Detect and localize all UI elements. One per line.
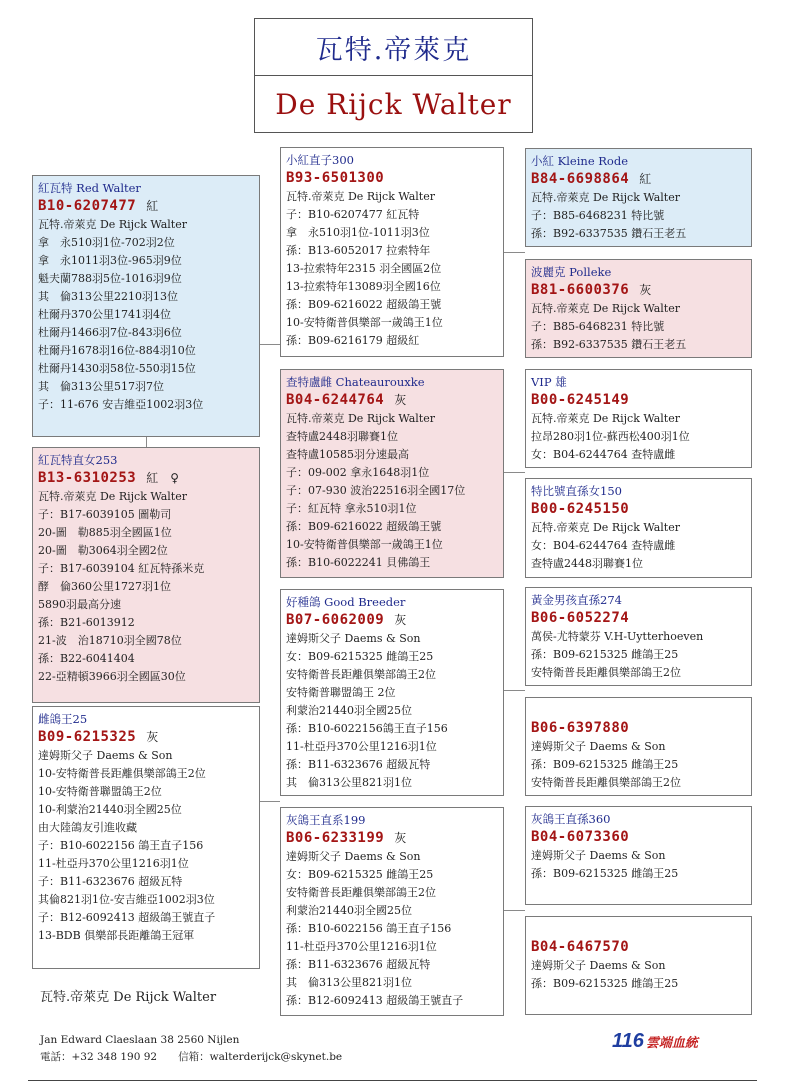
ring-number-row bbox=[38, 728, 255, 747]
achievement-line: 萬侯-尤特蒙芬 V.H-Uytterhoeven bbox=[531, 630, 704, 643]
plumage-color: 灰 bbox=[394, 613, 407, 627]
achievement-line: 11-杜亞丹370公里1216羽1位 bbox=[286, 940, 437, 953]
achievement-line: 孫：B92-6337535 鑽石王老五 bbox=[531, 227, 687, 240]
achievement-line: 查特盧2448羽聯賽1位 bbox=[531, 557, 643, 570]
ring-number-row bbox=[286, 611, 499, 630]
bird-name: 灰鴿王直系199 bbox=[286, 813, 366, 827]
ring-number: B06-6233199 bbox=[286, 830, 385, 846]
achievement-line: 杜爾丹370公里1741羽4位 bbox=[38, 308, 171, 321]
ring-number-row bbox=[531, 938, 747, 957]
logo-text: 雲端血統 bbox=[645, 1036, 698, 1051]
achievement-line: 子：B17-6039105 圖勒司 bbox=[38, 508, 172, 521]
achievement-line: 子：09-002 拿永1648羽1位 bbox=[286, 466, 430, 479]
achievement-line: 10-利蒙治21440羽全國25位 bbox=[38, 803, 182, 816]
pedigree-card-ddd bbox=[525, 916, 752, 1015]
ring-number-row bbox=[286, 829, 499, 848]
connector-line bbox=[260, 344, 280, 345]
achievement-line: 安特衛普聯盟鴿王 2位 bbox=[286, 686, 396, 699]
bird-name: 灰鴿王直孫360 bbox=[531, 812, 611, 826]
ring-number-row bbox=[531, 828, 747, 847]
achievement-line: 酵 倫360公里1727羽1位 bbox=[38, 580, 171, 593]
achievement-line: 子：B12-6092413 超級鴿王號直子 bbox=[38, 911, 216, 924]
pedigree-card-dam2 bbox=[32, 706, 260, 969]
ring-number-row bbox=[531, 281, 747, 300]
achievement-line: 瓦特.帝萊克 De Rijck Walter bbox=[531, 521, 680, 534]
achievement-line: 孫：B10-6022241 貝佛鴿王 bbox=[286, 556, 431, 569]
achievement-line: 子：紅瓦特 拿永510羽1位 bbox=[286, 502, 417, 515]
achievement-line: 安特衛普長距離俱樂部鴿王2位 bbox=[286, 886, 436, 899]
ring-number: B06-6052274 bbox=[531, 610, 630, 626]
achievement-line: 利蒙治21440羽全國25位 bbox=[286, 704, 412, 717]
achievement-line: 子：B85-6468231 特比號 bbox=[531, 320, 665, 333]
achievement-line: 達姆斯父子 Daems & Son bbox=[531, 740, 666, 753]
achievement-line: 瓦特.帝萊克 De Rijck Walter bbox=[38, 218, 187, 231]
connector-line bbox=[504, 910, 525, 911]
achievement-line: 瓦特.帝萊克 De Rijck Walter bbox=[38, 490, 187, 503]
bird-name: 波麗克 Polleke bbox=[531, 265, 612, 279]
achievement-line: 10-安特衛普長距離俱樂部鴿王2位 bbox=[38, 767, 206, 780]
achievement-line: 孫：B09-6216022 超級鴿王號 bbox=[286, 520, 442, 533]
ring-number: B04-6073360 bbox=[531, 829, 630, 845]
achievement-line: 孫：B11-6323676 超級瓦特 bbox=[286, 958, 431, 971]
achievement-line: 魁夫蘭788羽5位-1016羽9位 bbox=[38, 272, 182, 285]
bird-name: 黃金男孩直孫274 bbox=[531, 593, 622, 607]
achievement-line: 13-拉索特年2315 羽全國區2位 bbox=[286, 262, 442, 275]
achievement-line: 孫：B09-6216179 超級紅 bbox=[286, 334, 420, 347]
achievement-line: 子：B10-6022156 鴿王直子156 bbox=[38, 839, 204, 852]
achievement-line: 女：B09-6215325 雌鴿王25 bbox=[286, 650, 434, 663]
plumage-color: 紅 bbox=[146, 199, 159, 213]
bird-name: 好種鴿 Good Breeder bbox=[286, 595, 406, 609]
achievement-line: 其倫821羽1位-安吉維亞1002羽3位 bbox=[38, 893, 215, 906]
achievement-line: 安特衛普長距離俱樂部鴿王2位 bbox=[531, 776, 681, 789]
achievement-line: 女：B09-6215325 雌鴿王25 bbox=[286, 868, 434, 881]
contact-block bbox=[40, 1032, 342, 1066]
pedigree-card-sd bbox=[280, 369, 504, 578]
ring-number: B84-6698864 bbox=[531, 171, 630, 187]
achievement-line: 13-拉索特年13089羽全國16位 bbox=[286, 280, 441, 293]
achievement-line: 子：B11-6323676 超級瓦特 bbox=[38, 875, 183, 888]
ring-number-row bbox=[531, 719, 747, 738]
achievement-line: 孫：B10-6022156 鴿王直子156 bbox=[286, 922, 452, 935]
achievement-line: 5890羽最高分速 bbox=[38, 598, 121, 611]
connector-line bbox=[504, 472, 525, 473]
pedigree-card-dd bbox=[280, 807, 504, 1016]
achievement-line: 孫：B09-6215325 雌鴿王25 bbox=[531, 867, 679, 880]
achievement-line: 其 倫313公里517羽7位 bbox=[38, 380, 164, 393]
connector-line bbox=[504, 690, 525, 691]
achievement-line: 子：B85-6468231 特比號 bbox=[531, 209, 665, 222]
ring-number-row bbox=[531, 609, 747, 628]
pedigree-card-ds bbox=[280, 589, 504, 796]
achievement-line: 子：11-676 安吉維亞1002羽3位 bbox=[38, 398, 204, 411]
name-spacer bbox=[531, 702, 747, 719]
bird-name: 紅瓦特直女253 bbox=[38, 453, 118, 467]
achievement-line: 孫：B92-6337535 鑽石王老五 bbox=[531, 338, 687, 351]
pedigree-card-dam bbox=[32, 447, 260, 703]
ring-number-row bbox=[531, 170, 747, 189]
achievement-line: 子：07-930 波治22516羽全國17位 bbox=[286, 484, 466, 497]
ring-number: B10-6207477 bbox=[38, 198, 137, 214]
ring-number: B04-6244764 bbox=[286, 392, 385, 408]
achievement-line: 孫：B11-6323676 超級瓦特 bbox=[286, 758, 431, 771]
achievement-line: 22-亞精頓3966羽全國區30位 bbox=[38, 670, 186, 683]
achievement-line: 孫：B21-6013912 bbox=[38, 616, 135, 629]
pedigree-card-dsd bbox=[525, 697, 752, 796]
ring-number-row bbox=[38, 469, 255, 488]
achievement-line: 達姆斯父子 Daems & Son bbox=[38, 749, 173, 762]
achievement-line: 女：B04-6244764 查特盧雌 bbox=[531, 539, 676, 552]
achievement-line: 11-杜亞丹370公里1216羽1位 bbox=[38, 857, 189, 870]
pedigree-card-sdd bbox=[525, 478, 752, 578]
bird-name: 特比號直孫女150 bbox=[531, 484, 622, 498]
connector-line bbox=[504, 252, 525, 253]
achievement-line: 女：B04-6244764 查特盧雌 bbox=[531, 448, 676, 461]
achievement-line: 20-圖 勒885羽全國區1位 bbox=[38, 526, 172, 539]
achievement-line: 其 倫313公里2210羽13位 bbox=[38, 290, 178, 303]
connector-line bbox=[260, 801, 280, 802]
achievement-line: 查特盧10585羽分速最高 bbox=[286, 448, 409, 461]
achievement-line: 達姆斯父子 Daems & Son bbox=[286, 632, 421, 645]
breeder-name-english: De Rijck Walter bbox=[275, 87, 512, 121]
ring-number: B93-6501300 bbox=[286, 170, 385, 186]
bird-name: 小紅直子300 bbox=[286, 153, 354, 167]
achievement-line: 查特盧2448羽聯賽1位 bbox=[286, 430, 398, 443]
achievement-line: 孫：B09-6215325 雌鴿王25 bbox=[531, 648, 679, 661]
achievement-line: 瓦特.帝萊克 De Rijck Walter bbox=[531, 412, 680, 425]
achievement-line: 13-BDB 俱樂部長距離鴿王冠軍 bbox=[38, 929, 195, 942]
achievement-line: 瓦特.帝萊克 De Rijck Walter bbox=[286, 190, 435, 203]
plumage-color: 灰 bbox=[146, 730, 159, 744]
achievement-line: 孫：B09-6216022 超級鴿王號 bbox=[286, 298, 442, 311]
bottom-divider bbox=[28, 1080, 757, 1081]
ring-number-row bbox=[531, 500, 747, 519]
achievement-line: 子：B17-6039104 紅瓦特孫米克 bbox=[38, 562, 205, 575]
ring-number: B00-6245149 bbox=[531, 392, 630, 408]
achievement-line: 21-波 治18710羽全國78位 bbox=[38, 634, 182, 647]
achievement-line: 其 倫313公里821羽1位 bbox=[286, 776, 412, 789]
pedigree-card-ss bbox=[280, 147, 504, 357]
achievement-line: 孫：B12-6092413 超級鴿王號直子 bbox=[286, 994, 464, 1007]
achievement-line: 瓦特.帝萊克 De Rijck Walter bbox=[286, 412, 435, 425]
achievement-line: 拿 永1011羽3位-965羽9位 bbox=[38, 254, 182, 267]
achievement-line: 孫：B09-6215325 雌鴿王25 bbox=[531, 977, 679, 990]
achievement-line: 10-安特衛普俱樂部一歲鴿王1位 bbox=[286, 538, 443, 551]
achievement-line: 其 倫313公里821羽1位 bbox=[286, 976, 412, 989]
bird-name: VIP 雄 bbox=[531, 375, 567, 389]
achievement-line: 孫：B13-6052017 拉索特年 bbox=[286, 244, 431, 257]
achievement-line: 拿 永510羽1位-1011羽3位 bbox=[286, 226, 430, 239]
pedigree-card-dds bbox=[525, 806, 752, 905]
achievement-line: 拿 永510羽1位-702羽2位 bbox=[38, 236, 175, 249]
address: Jan Edward Claeslaan 38 2560 Nijlen bbox=[40, 1034, 240, 1046]
plumage-color: 灰 bbox=[394, 393, 407, 407]
achievement-line: 瓦特.帝萊克 De Rijck Walter bbox=[531, 302, 680, 315]
pedigree-card-sire bbox=[32, 175, 260, 437]
bird-name: 小紅 Kleine Rode bbox=[531, 154, 629, 168]
ring-number-row bbox=[531, 391, 747, 410]
achievement-line: 10-安特衛普聯盟鴿王2位 bbox=[38, 785, 162, 798]
ring-number-row bbox=[286, 391, 499, 410]
pedigree-card-sss bbox=[525, 148, 752, 247]
ring-number: B00-6245150 bbox=[531, 501, 630, 517]
achievement-line: 11-杜亞丹370公里1216羽1位 bbox=[286, 740, 437, 753]
achievement-line: 20-圖 勒3064羽全國2位 bbox=[38, 544, 168, 557]
achievement-line: 孫：B22-6041404 bbox=[38, 652, 135, 665]
name-spacer bbox=[531, 921, 747, 938]
achievement-line: 達姆斯父子 Daems & Son bbox=[531, 959, 666, 972]
ring-number: B07-6062009 bbox=[286, 612, 385, 628]
achievement-line: 安特衛普長距離俱樂部鴿王2位 bbox=[531, 666, 681, 679]
achievement-line: 拉昂280羽1位-蘇西松400羽1位 bbox=[531, 430, 690, 443]
bird-name: 紅瓦特 Red Walter bbox=[38, 181, 141, 195]
logo-number: 116 bbox=[612, 1030, 644, 1052]
bird-name: 查特盧雌 Chateaurouxke bbox=[286, 375, 425, 389]
achievement-line: 安特衛普長距離俱樂部鴿王2位 bbox=[286, 668, 436, 681]
bird-name: 雌鴿王25 bbox=[38, 712, 88, 726]
ring-number: B04-6467570 bbox=[531, 939, 630, 955]
achievement-line: 子：B10-6207477 紅瓦特 bbox=[286, 208, 420, 221]
achievement-line: 達姆斯父子 Daems & Son bbox=[531, 849, 666, 862]
connector-line bbox=[146, 437, 147, 447]
achievement-line: 杜爾丹1678羽16位-884羽10位 bbox=[38, 344, 196, 357]
achievement-line: 達姆斯父子 Daems & Son bbox=[286, 850, 421, 863]
achievement-line: 由大陸鴿友引進收藏 bbox=[38, 821, 137, 834]
ring-number: B09-6215325 bbox=[38, 729, 137, 745]
signature: 瓦特.帝萊克 De Rijck Walter bbox=[40, 990, 217, 1005]
phone-email: 電話：+32 348 190 92 信箱：walterderijck@skynet.be bbox=[40, 1051, 343, 1063]
achievement-line: 杜爾丹1430羽58位-550羽15位 bbox=[38, 362, 196, 375]
plumage-color: 紅 bbox=[639, 172, 652, 186]
plumage-color: 紅 ♀ bbox=[146, 471, 179, 485]
breeder-name-chinese: 瓦特.帝萊克 bbox=[255, 19, 532, 76]
achievement-line: 利蒙治21440羽全國25位 bbox=[286, 904, 412, 917]
title-box bbox=[254, 18, 533, 133]
achievement-line: 瓦特.帝萊克 De Rijck Walter bbox=[531, 191, 680, 204]
achievement-line: 孫：B10-6022156鴿王直子156 bbox=[286, 722, 448, 735]
cloud-pedigree-logo bbox=[612, 1030, 698, 1053]
pedigree-card-dss bbox=[525, 587, 752, 686]
plumage-color: 灰 bbox=[639, 283, 652, 297]
ring-number: B81-6600376 bbox=[531, 282, 630, 298]
achievement-line: 10-安特衛普俱樂部一歲鴿王1位 bbox=[286, 316, 443, 329]
ring-number: B13-6310253 bbox=[38, 470, 137, 486]
achievement-line: 孫：B09-6215325 雌鴿王25 bbox=[531, 758, 679, 771]
ring-number-row bbox=[38, 197, 255, 216]
achievement-line: 杜爾丹1466羽7位-843羽6位 bbox=[38, 326, 182, 339]
pedigree-card-sds bbox=[525, 369, 752, 468]
ring-number: B06-6397880 bbox=[531, 720, 630, 736]
ring-number-row bbox=[286, 169, 499, 188]
plumage-color: 灰 bbox=[394, 831, 407, 845]
pedigree-card-ssd bbox=[525, 259, 752, 358]
